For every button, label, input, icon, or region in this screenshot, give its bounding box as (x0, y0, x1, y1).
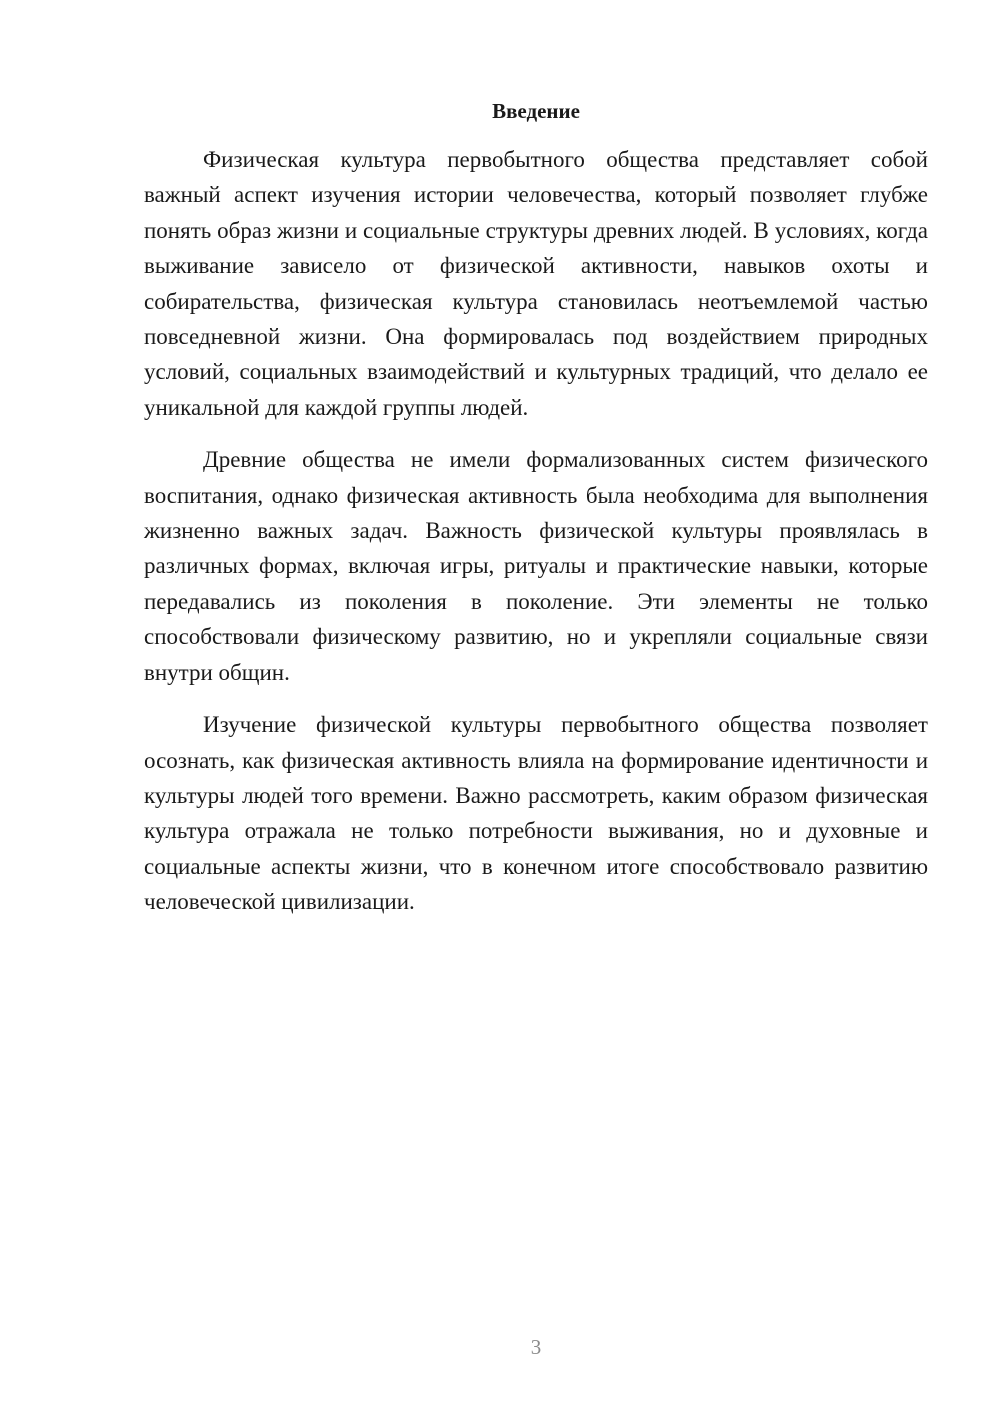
page-number: 3 (530, 1335, 542, 1359)
paragraph-1: Физическая культура первобытного общества представляет собой важный аспект изучения истории человечества, который позволяет глубже понять образ жизни и социальные структуры древних людей. В условиях, когда выживание зависело от физической активности, навыков охоты и собирательства, физическая культура становилась неотъемлемой частью повседневной жизни. Она формировалась под воздействием природных условий, социальных взаимодействий и культурных традиций, что делало ее уникальной для каждой группы людей. (144, 147, 928, 420)
paragraph-3: Изучение физической культуры первобытного общества позволяет осознать, как физическая активность влияла на формирование идентичности и культуры людей того времени. Важно рассмотреть, каким образом физическая культура отражала не только потребности выживания, но и духовные и социальные аспекты жизни, что в конечном итоге способствовало развитию человеческой цивилизации. (144, 712, 928, 915)
paragraph-2: Древние общества не имели формализованных систем физического воспитания, однако физическая активность была необходима для выполнения жизненно важных задач. Важность физической культуры проявлялась в различных формах, включая игры, ритуалы и практические навыки, которые передавались из поколения в поколение. Эти элементы не только способствовали физическому развитию, но и укрепляли социальные связи внутри общин. (144, 447, 928, 685)
document-body (144, 142, 928, 937)
page-title: Введение (492, 99, 580, 123)
